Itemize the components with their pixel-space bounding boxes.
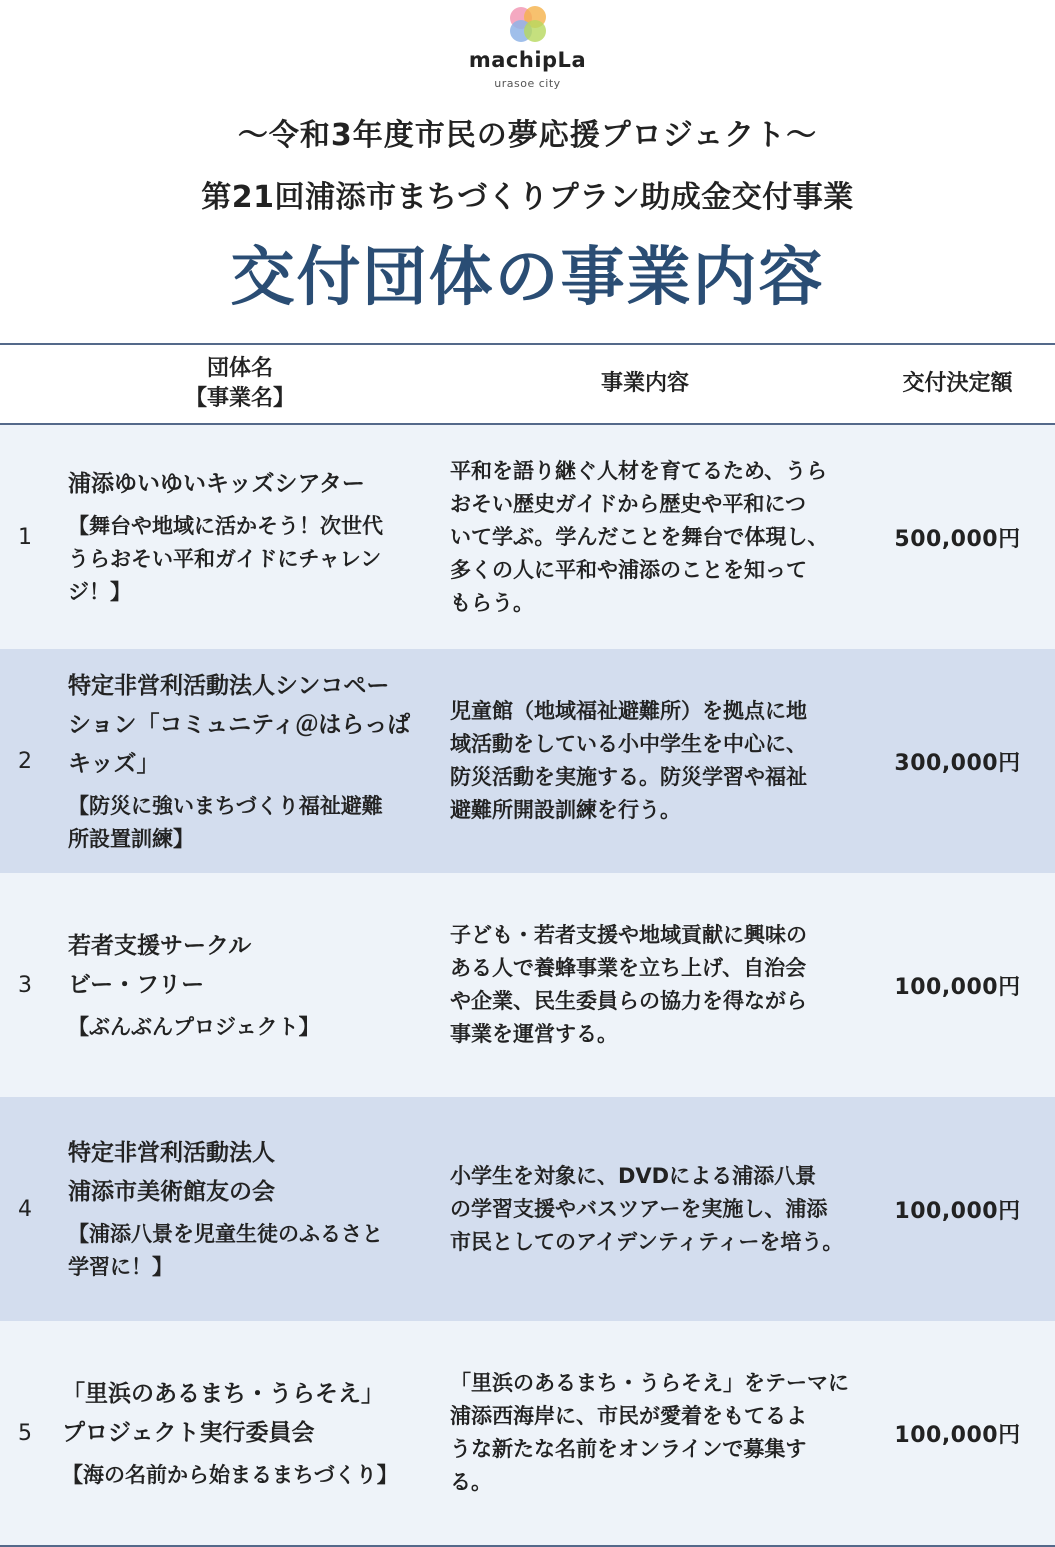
description-line: 防災活動を実施する。防災学習や福祉 — [450, 765, 807, 789]
org-cell — [62, 1321, 428, 1545]
row-number: 2 — [18, 748, 32, 774]
column-header-name-line2: 【事業名】 — [184, 386, 295, 411]
org-name-line: ション「コミュニティ＠はらっぱ — [68, 711, 411, 738]
project-name-line: 【ぶんぶんプロジェクト】 — [68, 1014, 320, 1039]
project-name-line: 【舞台や地域に活かそう！次世代 — [68, 514, 383, 538]
logo-subtext: urasoe city — [494, 77, 561, 90]
table-header — [0, 343, 1055, 425]
project-name — [68, 1218, 428, 1284]
description-line: ある人で養蜂事業を立ち上げ、自治会 — [450, 956, 807, 980]
org-name-line: 若者支援サークル — [68, 932, 252, 959]
description-line: 浦添西海岸に、市民が愛着をもてるよ — [450, 1404, 807, 1428]
amount-cell: 300,000円 — [894, 750, 1021, 776]
org-name — [68, 1134, 428, 1212]
org-name-line: ビー・フリー — [68, 971, 205, 998]
description-line: 市民としてのアイデンティティーを培う。 — [450, 1229, 844, 1254]
logo-text: machipLa — [468, 48, 587, 72]
column-header-name — [60, 345, 420, 423]
description-cell — [450, 1321, 855, 1545]
description-line: 事業を運営する。 — [450, 1022, 618, 1046]
description-line: 子ども・若者支援や地域貢献に興味の — [450, 923, 807, 947]
table-row — [0, 1321, 1055, 1547]
page-title: 交付団体の事業内容 — [230, 241, 825, 315]
row-number: 5 — [18, 1420, 32, 1446]
description-line: る。 — [450, 1470, 492, 1494]
project-name-line: 【浦添八景を児童生徒のふるさと — [68, 1222, 383, 1246]
description-line: や企業、民生委員らの協力を得ながら — [450, 989, 807, 1013]
org-cell — [68, 873, 428, 1097]
description-line: いて学ぶ。学んだことを舞台で体現し、 — [450, 524, 829, 549]
column-header-name-line1: 団体名 — [206, 356, 273, 381]
org-name — [68, 927, 428, 1005]
row-number: 3 — [18, 972, 32, 998]
subtitle-2: 第21回浦添市まちづくりプラン助成金交付事業 — [201, 180, 854, 215]
org-name-line: 浦添ゆいゆいキッズシアター — [68, 471, 365, 497]
logo-circle-green — [524, 20, 546, 42]
description-cell — [450, 425, 855, 649]
description-cell — [450, 1097, 855, 1321]
description-line: 平和を語り継ぐ人材を育てるため、うら — [450, 458, 828, 483]
org-name-line: 「里浜のあるまち・うらそえ」 — [62, 1380, 384, 1407]
description-line: おそい歴史ガイドから歴史や平和につ — [450, 491, 806, 516]
org-name-line: 特定非営利活動法人 — [68, 1140, 275, 1166]
table-row — [0, 1097, 1055, 1321]
table-row — [0, 873, 1055, 1097]
column-header-amount: 交付決定額 — [902, 371, 1013, 396]
row-number: 1 — [18, 524, 32, 550]
org-name — [68, 667, 428, 784]
project-name-line: 学習に！】 — [68, 1255, 173, 1279]
project-name-line: 【海の名前から始まるまちづくり】 — [62, 1462, 398, 1487]
description-text — [450, 695, 807, 827]
logo-mark-icon — [505, 4, 551, 46]
description-text — [450, 919, 807, 1051]
row-number: 4 — [18, 1196, 32, 1222]
amount-cell: 100,000円 — [894, 974, 1021, 1000]
project-name-line: ジ！】 — [68, 580, 131, 604]
description-cell — [450, 649, 855, 873]
table-row — [0, 425, 1055, 649]
org-name — [62, 1375, 428, 1453]
description-text — [450, 1367, 849, 1499]
project-name — [62, 1459, 428, 1492]
project-name — [68, 790, 428, 856]
subtitle: 〜令和3年度市民の夢応援プロジェクト〜 — [237, 118, 818, 153]
project-name — [68, 1011, 428, 1044]
description-line: 児童館（地域福祉避難所）を拠点に地 — [450, 699, 807, 723]
project-name-line: うらおそい平和ガイドにチャレン — [68, 547, 382, 571]
table-body — [0, 425, 1055, 1547]
description-line: もらう。 — [450, 590, 534, 615]
org-name-line: 浦添市美術館友の会 — [68, 1179, 275, 1205]
description-line: 域活動をしている小中学生を中心に、 — [450, 732, 807, 756]
project-name-line: 所設置訓練】 — [68, 826, 194, 851]
project-name-line: 【防災に強いまちづくり福祉避難 — [68, 793, 383, 818]
description-line: うな新たな名前をオンラインで募集す — [450, 1437, 807, 1461]
description-line: 多くの人に平和や浦添のことを知って — [450, 557, 807, 582]
description-line: 避難所開設訓練を行う。 — [450, 798, 681, 822]
org-cell — [68, 1097, 428, 1321]
amount-cell: 500,000円 — [894, 526, 1021, 552]
table-row — [0, 649, 1055, 873]
org-cell — [68, 425, 428, 649]
org-cell — [68, 649, 428, 873]
org-name — [68, 465, 428, 504]
description-line: 小学生を対象に、DVDによる浦添八景 — [450, 1163, 817, 1188]
column-header-content: 事業内容 — [600, 371, 689, 396]
org-name-line: プロジェクト実行委員会 — [62, 1419, 315, 1446]
amount-cell: 100,000円 — [894, 1422, 1021, 1448]
description-line: の学習支援やバスツアーを実施し、浦添 — [450, 1196, 828, 1221]
org-name-line: キッズ」 — [68, 750, 160, 777]
description-cell — [450, 873, 855, 1097]
org-name-line: 特定非営利活動法人シンコペー — [68, 672, 390, 699]
description-text — [450, 1160, 843, 1259]
description-text — [450, 455, 828, 620]
logo — [0, 0, 1055, 100]
description-line: 「里浜のあるまち・うらそえ」をテーマに — [450, 1371, 849, 1395]
amount-cell: 100,000円 — [894, 1198, 1021, 1224]
project-name — [68, 510, 428, 609]
grant-table — [0, 343, 1055, 1547]
